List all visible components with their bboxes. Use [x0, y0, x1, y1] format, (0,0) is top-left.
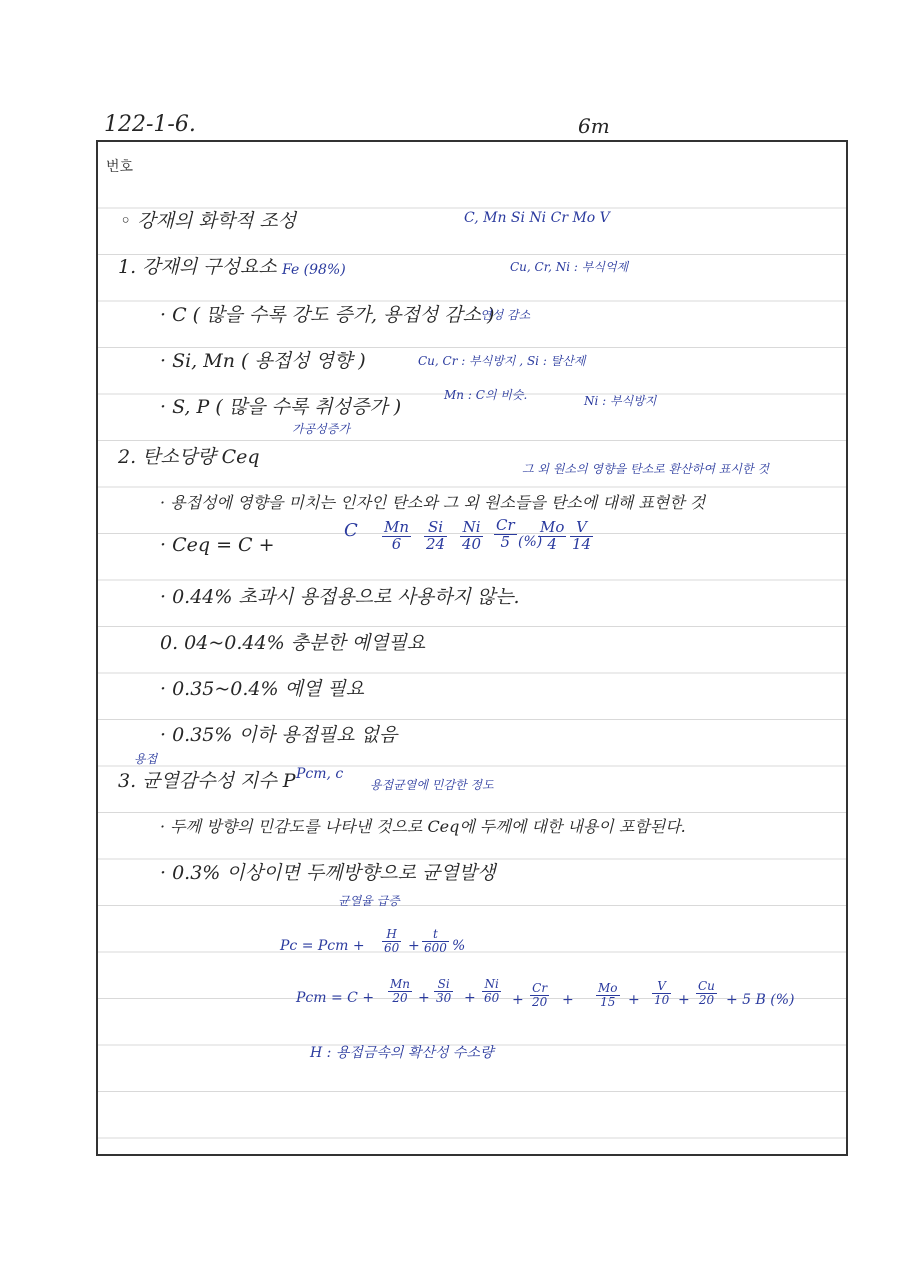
section-2-note: 그 외 원소의 영향을 탄소로 환산하여 표시한 것: [522, 462, 769, 476]
pc-fraction-h: $\frac{H}{60}$: [384, 927, 400, 955]
title-line: ◦ 강재의 화학적 조성: [120, 210, 297, 232]
pcm-fraction-ni: $\frac{Ni}{60}$: [484, 977, 500, 1005]
section-2-bullet-5: · 0.35% 이하 용접필요 없음: [160, 724, 398, 746]
simn-note-2: Mn : C의 비슷.: [444, 388, 528, 402]
document-code: 122-1-6.: [104, 112, 196, 137]
fe-note: Fe (98%): [282, 262, 346, 278]
ceq-fraction-ni: $\frac{Ni}{40}$: [462, 518, 482, 553]
section-3-annotation: 용접: [134, 752, 158, 766]
ceq-formula-c: C: [344, 520, 358, 541]
section-2-bullet-3: 0. 04~0.44% 충분한 예열필요: [160, 632, 426, 654]
pcm-fraction-v: $\frac{V}{10}$: [654, 979, 670, 1007]
pcm-plus-5: +: [628, 992, 640, 1008]
carbon-line: · C ( 많을 수록 강도 증가, 용접성 감소 ): [160, 304, 495, 326]
pcm-plus-2: +: [464, 990, 476, 1006]
ceq-fraction-mn: $\frac{Mn}{6}$: [384, 518, 410, 553]
ceq-fraction-v: $\frac{V}{14}$: [572, 518, 592, 553]
section-3-bullet-2: · 0.3% 이상이면 두께방향으로 균열발생: [160, 862, 496, 884]
section-1-heading: 1. 강재의 구성요소: [118, 256, 277, 278]
ceq-formula-lhs: · Ceq = C +: [160, 534, 275, 556]
section-2-bullet-4: · 0.35~0.4% 예열 필요: [160, 678, 365, 700]
simn-note-3: Ni : 부식방지: [584, 394, 657, 408]
pcm-plus-4: +: [562, 992, 574, 1008]
sp-line: · S, P ( 많을 수록 취성증가 ): [160, 396, 402, 418]
pcm-label: Pcm, c: [296, 766, 344, 782]
pcm-fraction-mn: $\frac{Mn}{20}$: [390, 977, 411, 1005]
pcm-plus-1: +: [418, 990, 430, 1006]
page-mark: 6m: [578, 114, 610, 138]
section-3-heading: 3. 균열감수성 지수 P: [118, 770, 296, 792]
ceq-fraction-mo: $\frac{Mo}{4}$: [540, 518, 565, 553]
ceq-fraction-si: $\frac{Si}{24}$: [426, 518, 446, 553]
pcm-fraction-mo: $\frac{Mo}{15}$: [598, 981, 618, 1009]
section-2-heading: 2. 탄소당량 Ceq: [118, 446, 260, 468]
pcm-fraction-si: $\frac{Si}{30}$: [436, 977, 452, 1005]
corrosion-note: Cu, Cr, Ni : 부식억제: [510, 260, 629, 274]
section-3-bullet-2-note: 균열율 급증: [338, 894, 400, 908]
simn-line: · Si, Mn ( 용접성 영향 ): [160, 350, 366, 372]
ruled-sheet: [96, 140, 848, 1156]
pc-percent: %: [452, 938, 466, 954]
pcm-formula-lhs: Pcm = C +: [296, 990, 375, 1006]
pc-fraction-t: $\frac{t}{600}$: [424, 927, 447, 955]
pcm-plus-6: +: [678, 992, 690, 1008]
section-2-bullet-1: · 용접성에 영향을 미치는 인자인 탄소와 그 외 원소들을 탄소에 대해 표현한 것: [160, 493, 706, 512]
pcm-fraction-cr: $\frac{Cr}{20}$: [532, 981, 548, 1009]
pcm-tail: + 5 B (%): [726, 992, 795, 1008]
carbon-note: 연성 감소: [480, 308, 531, 322]
section-3-bullet-1: · 두께 방향의 민감도를 나타낸 것으로 Ceq에 두께에 대한 내용이 포함된다.: [160, 817, 686, 836]
section-3-note: 용접균열에 민감한 정도: [370, 778, 494, 792]
section-2-bullet-2: · 0.44% 초과시 용접용으로 사용하지 않는.: [160, 586, 520, 608]
pcm-fraction-cu: $\frac{Cu}{20}$: [698, 979, 715, 1007]
h-definition: H : 용접금속의 확산성 수소량: [310, 1045, 494, 1061]
pc-plus: +: [408, 938, 420, 954]
number-label: 번호: [106, 159, 134, 175]
ceq-percent: (%): [518, 534, 543, 550]
ceq-fraction-cr: $\frac{Cr}{5}$: [496, 516, 515, 551]
pcm-plus-3: +: [512, 992, 524, 1008]
pc-formula-lhs: Pc = Pcm +: [280, 938, 365, 954]
title-elements: C, Mn Si Ni Cr Mo V: [464, 210, 610, 226]
simn-note-1: Cu, Cr : 부식방지 , Si : 탈산제: [418, 354, 586, 368]
sp-note: 가공성증가: [292, 422, 350, 436]
